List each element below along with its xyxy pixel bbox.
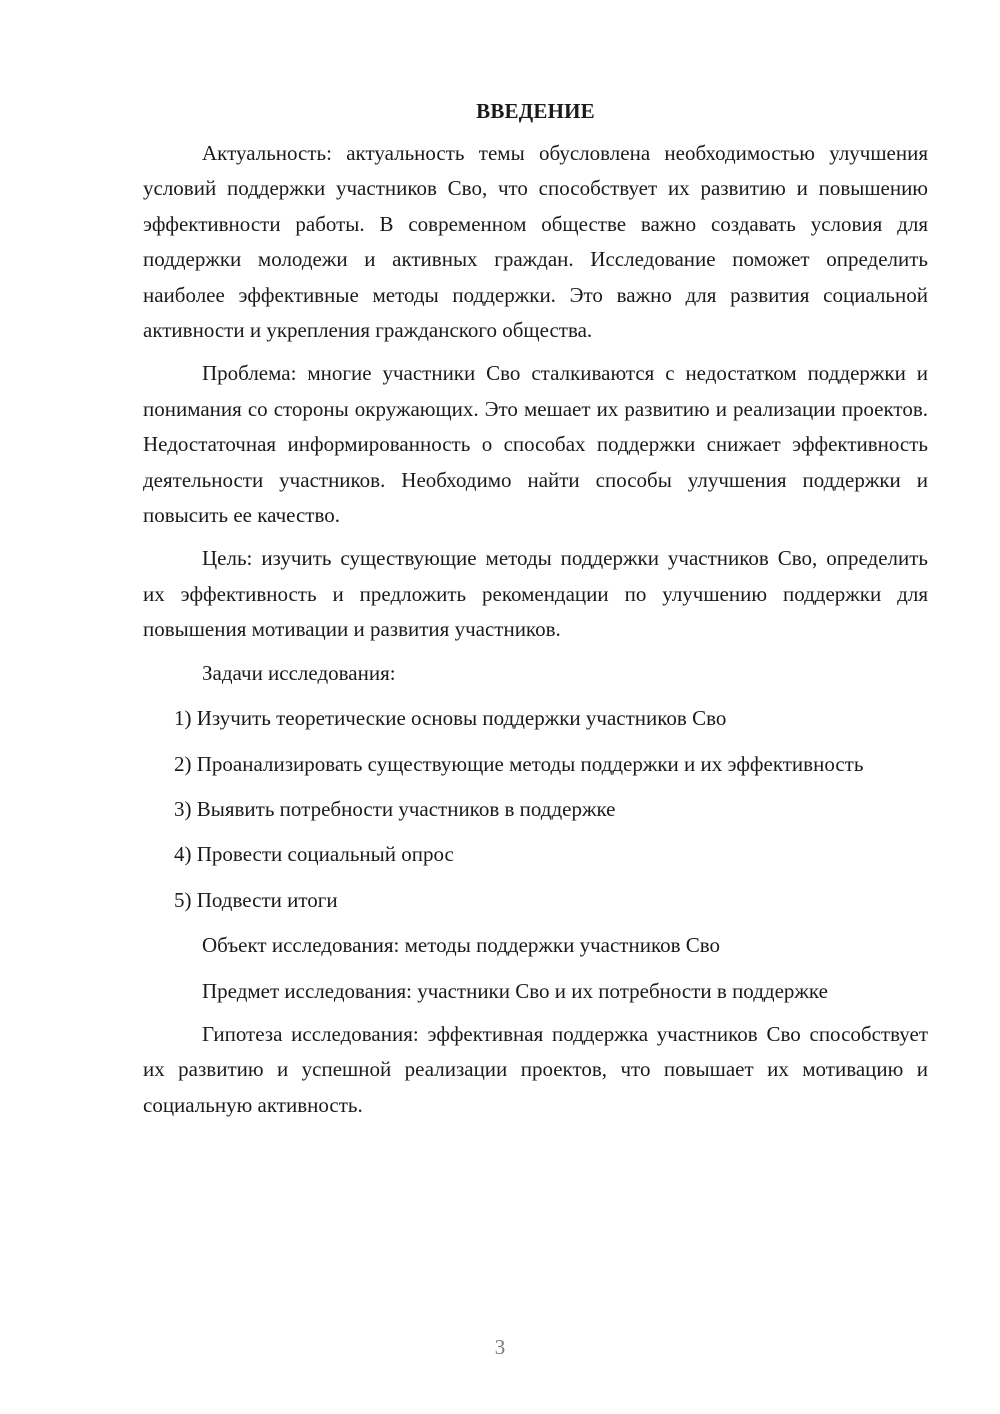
tasks-list [143, 701, 928, 918]
goal-paragraph: Цель: изучить существующие методы поддержки участников Сво, определить их эффективность и предложить рекомендации по улучшению поддержки для повышения мотивации и развития участников. [143, 546, 928, 642]
task-item: 5) Подвести итоги [174, 887, 338, 912]
document-page [143, 94, 928, 1131]
hypothesis-paragraph: Гипотеза исследования: эффективная поддержка участников Сво способствует их развитию и успешной реализации проектов, что повышает их мотивацию и социальную активность. [143, 1021, 928, 1117]
task-item: 1) Изучить теоретические основы поддержки участников Сво [174, 706, 727, 731]
section-title: ВВЕДЕНИЕ [476, 99, 595, 123]
subject-paragraph: Предмет исследования: участники Сво и их потребности в поддержке [202, 978, 828, 1003]
object-paragraph: Объект исследования: методы поддержки участников Сво [202, 933, 721, 958]
task-item: 3) Выявить потребности участников в поддержке [174, 796, 616, 821]
page-number: 3 [494, 1335, 506, 1359]
task-item: 2) Проанализировать существующие методы поддержки и их эффективность [174, 751, 864, 776]
task-item: 4) Провести социальный опрос [174, 842, 454, 867]
tasks-heading: Задачи исследования: [202, 660, 396, 685]
relevance-paragraph: Актуальность: актуальность темы обусловлена необходимостью улучшения условий поддержки участников Сво, что способствует их развитию и повышению эффективности работы. В современном обществе важно создавать условия для поддержки молодежи и активных граждан. Исследование поможет определить наиболее эффективные методы поддержки. Это важно для развития социальной активности и укрепления гражданского общества. [143, 141, 928, 343]
problem-paragraph: Проблема: многие участники Сво сталкиваются с недостатком поддержки и понимания со стороны окружающих. Это мешает их развитию и реализации проектов. Недостаточная информированность о способах поддержки снижает эффективность деятельности участников. Необходимо найти способы улучшения поддержки и повысить ее качество. [143, 361, 928, 528]
